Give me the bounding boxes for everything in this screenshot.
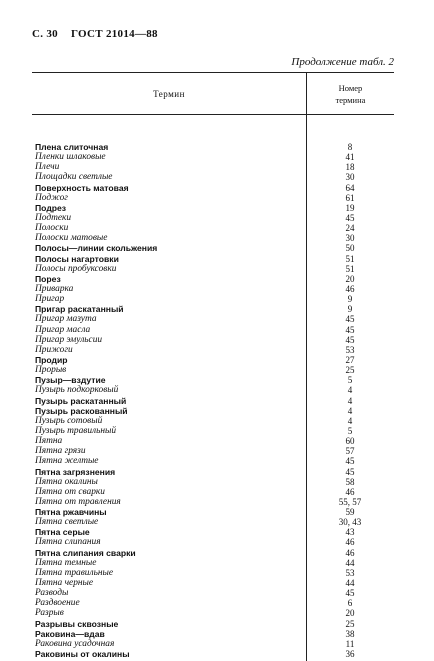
term-cell: Подрез	[35, 202, 67, 213]
term-number-cell: 44	[345, 557, 355, 568]
term-number-cell: 53	[345, 344, 355, 355]
term-number-cell: 45	[345, 212, 355, 223]
term-cell: Пригар	[35, 294, 65, 305]
table-row	[32, 548, 394, 558]
standard-code: ГОСТ 21014—88	[71, 28, 158, 40]
term-number-cell: 24	[345, 223, 355, 234]
page-header	[32, 28, 168, 40]
table-row	[32, 517, 394, 527]
term-number-cell: 58	[345, 476, 355, 487]
table-row	[32, 294, 394, 304]
table-row	[32, 608, 394, 618]
term-cell: Пузырь подкорковый	[35, 385, 119, 396]
term-cell: Площадки светлые	[35, 172, 113, 183]
table-row	[32, 193, 394, 203]
term-number-cell: 4	[347, 395, 353, 406]
term-number-cell: 5	[347, 375, 353, 386]
table-row	[32, 213, 394, 223]
term-number-cell: 45	[345, 466, 355, 477]
term-cell: Раковина—вдав	[35, 628, 105, 639]
term-cell: Пятна от сварки	[35, 486, 105, 497]
term-cell: Пригар раскатанный	[35, 304, 124, 315]
table-row	[32, 284, 394, 294]
term-number-cell: 6	[347, 598, 353, 609]
table-row	[32, 335, 394, 345]
term-cell: Раковина усадочная	[35, 638, 115, 649]
table-row	[32, 578, 394, 588]
column-header-number	[306, 73, 394, 114]
term-cell: Разрывы сквозные	[35, 618, 119, 629]
table-row	[32, 456, 394, 466]
table-row	[32, 639, 394, 649]
table-row	[32, 385, 394, 395]
term-cell: Пятна	[35, 436, 63, 447]
term-cell: Полосы нагартовки	[35, 253, 119, 264]
term-cell: Пятна черные	[35, 578, 94, 589]
term-cell: Пригар масла	[35, 324, 91, 335]
table-header	[32, 72, 394, 115]
table-row	[32, 558, 394, 568]
term-cell: Полоски	[35, 223, 69, 234]
table-row	[32, 527, 394, 537]
term-number-cell: 50	[345, 243, 355, 254]
term-number-cell: 46	[345, 537, 355, 548]
column-header-term: Термин	[153, 88, 185, 99]
term-cell: Пятна ржавчины	[35, 507, 107, 518]
term-cell: Полосы пробуксовки	[35, 263, 117, 274]
table-row	[32, 345, 394, 355]
term-cell: Пятна слипания	[35, 537, 101, 548]
table-row	[32, 183, 394, 193]
term-number-cell: 5	[347, 425, 353, 436]
term-cell: Приварка	[35, 283, 74, 294]
term-number-cell: 25	[345, 365, 355, 376]
term-cell: Пузырь сотовый	[35, 415, 103, 426]
table-row	[32, 588, 394, 598]
term-cell: Порез	[35, 273, 61, 284]
table-row	[32, 325, 394, 335]
term-cell: Подтеки	[35, 212, 72, 223]
term-cell: Полоски матовые	[35, 233, 108, 244]
term-number-cell: 4	[347, 415, 353, 426]
term-number-cell: 8	[347, 142, 353, 152]
table-row	[32, 467, 394, 477]
term-number-cell: 27	[345, 354, 355, 365]
term-cell: Пятна темные	[35, 557, 97, 568]
term-cell: Пятна серые	[35, 527, 90, 538]
term-cell: Разрыв	[35, 608, 64, 619]
table-row	[32, 375, 394, 385]
term-number-cell: 45	[345, 588, 355, 599]
term-cell: Поверхность матовая	[35, 182, 129, 193]
table-row	[32, 152, 394, 162]
table-continuation-label: Продолжение табл. 2	[291, 56, 394, 68]
table-row	[32, 264, 394, 274]
term-number-cell: 64	[345, 182, 355, 193]
table-row	[32, 254, 394, 264]
term-cell: Пятна желтые	[35, 456, 99, 467]
term-number-cell: 25	[345, 618, 355, 629]
term-number-cell: 57	[345, 446, 355, 457]
term-cell: Раздвоение	[35, 598, 80, 609]
table-row	[32, 507, 394, 517]
term-cell: Полосы—линии скольжения	[35, 243, 158, 254]
term-number-cell: 19	[345, 202, 355, 213]
table-row	[32, 274, 394, 284]
table-row	[32, 233, 394, 243]
table-body	[32, 115, 394, 659]
term-number-cell: 9	[347, 294, 353, 305]
term-number-cell: 45	[345, 334, 355, 345]
term-cell: Раковины от окалины	[35, 649, 130, 660]
table-row	[32, 416, 394, 426]
page-number: С. 30	[32, 28, 58, 40]
term-number-cell: 41	[345, 152, 355, 163]
term-number-cell: 46	[345, 547, 355, 558]
table-row	[32, 477, 394, 487]
term-cell: Пленки шлаковые	[35, 152, 106, 163]
table-row	[32, 568, 394, 578]
term-number-cell: 9	[347, 304, 353, 315]
table-row	[32, 203, 394, 213]
table-row	[32, 598, 394, 608]
table-row	[32, 304, 394, 314]
term-number-cell: 4	[347, 385, 353, 396]
term-cell: Пузырь раскованный	[35, 405, 128, 416]
term-cell: Плена слиточная	[35, 142, 109, 152]
table-row	[32, 396, 394, 406]
table-row	[32, 243, 394, 253]
term-cell: Пригар эмульсии	[35, 334, 103, 345]
term-cell: Прижоги	[35, 344, 73, 355]
table-row	[32, 162, 394, 172]
table-row	[32, 426, 394, 436]
table-row	[32, 142, 394, 152]
term-cell: Плечи	[35, 162, 60, 173]
term-number-cell: 20	[345, 273, 355, 284]
term-number-cell: 30	[345, 233, 355, 244]
term-number-cell: 46	[345, 486, 355, 497]
table-row	[32, 172, 394, 182]
term-number-cell: 51	[345, 263, 355, 274]
table-row	[32, 355, 394, 365]
term-number-cell: 53	[345, 567, 355, 578]
term-number-cell: 20	[345, 608, 355, 619]
term-number-cell: 60	[345, 436, 355, 447]
table-row	[32, 629, 394, 639]
term-number-cell: 43	[345, 527, 355, 538]
term-number-cell: 55, 57	[338, 496, 362, 507]
table-row	[32, 619, 394, 629]
table-row	[32, 406, 394, 416]
term-cell: Поджог	[35, 192, 68, 203]
term-cell: Пятна грязи	[35, 446, 86, 457]
term-cell: Продир	[35, 354, 68, 365]
table-row	[32, 223, 394, 233]
term-number-cell: 45	[345, 314, 355, 325]
term-number-cell: 18	[345, 162, 355, 173]
term-cell: Пятна загрязнения	[35, 466, 116, 477]
table-row	[32, 537, 394, 547]
term-number-cell: 38	[345, 628, 355, 639]
term-number-cell: 4	[347, 405, 353, 416]
term-cell: Пятна окалины	[35, 476, 98, 487]
term-cell: Пузыр—вздутие	[35, 375, 106, 386]
term-cell: Пятна травильные	[35, 567, 113, 578]
table-row	[32, 436, 394, 446]
term-number-cell: 30	[345, 172, 355, 183]
term-cell: Пятна от травления	[35, 496, 121, 507]
table-row	[32, 446, 394, 456]
term-number-cell: 45	[345, 324, 355, 335]
column-header-number-line1: Номер	[338, 82, 363, 93]
terms-table	[32, 72, 394, 659]
term-number-cell: 45	[345, 456, 355, 467]
table-row	[32, 487, 394, 497]
term-number-cell: 36	[345, 649, 355, 660]
table-row	[32, 649, 394, 659]
term-cell: Пригар мазута	[35, 314, 97, 325]
term-number-cell: 51	[345, 253, 355, 264]
term-cell: Прорыв	[35, 365, 67, 376]
term-number-cell: 61	[345, 192, 355, 203]
term-number-cell: 30, 43	[338, 517, 362, 528]
term-number-cell: 44	[345, 578, 355, 589]
term-number-cell: 11	[345, 638, 355, 649]
table-row	[32, 497, 394, 507]
term-number-cell: 46	[345, 283, 355, 294]
column-header-number-line2: термина	[335, 94, 366, 105]
term-cell: Пузырь травильный	[35, 425, 117, 436]
term-number-cell: 59	[345, 507, 355, 518]
table-row	[32, 314, 394, 324]
term-cell: Пятна светлые	[35, 517, 99, 528]
term-cell: Разводы	[35, 588, 69, 599]
table-row	[32, 365, 394, 375]
term-cell: Пузырь раскатанный	[35, 395, 127, 406]
term-cell: Пятна слипания сварки	[35, 547, 136, 558]
